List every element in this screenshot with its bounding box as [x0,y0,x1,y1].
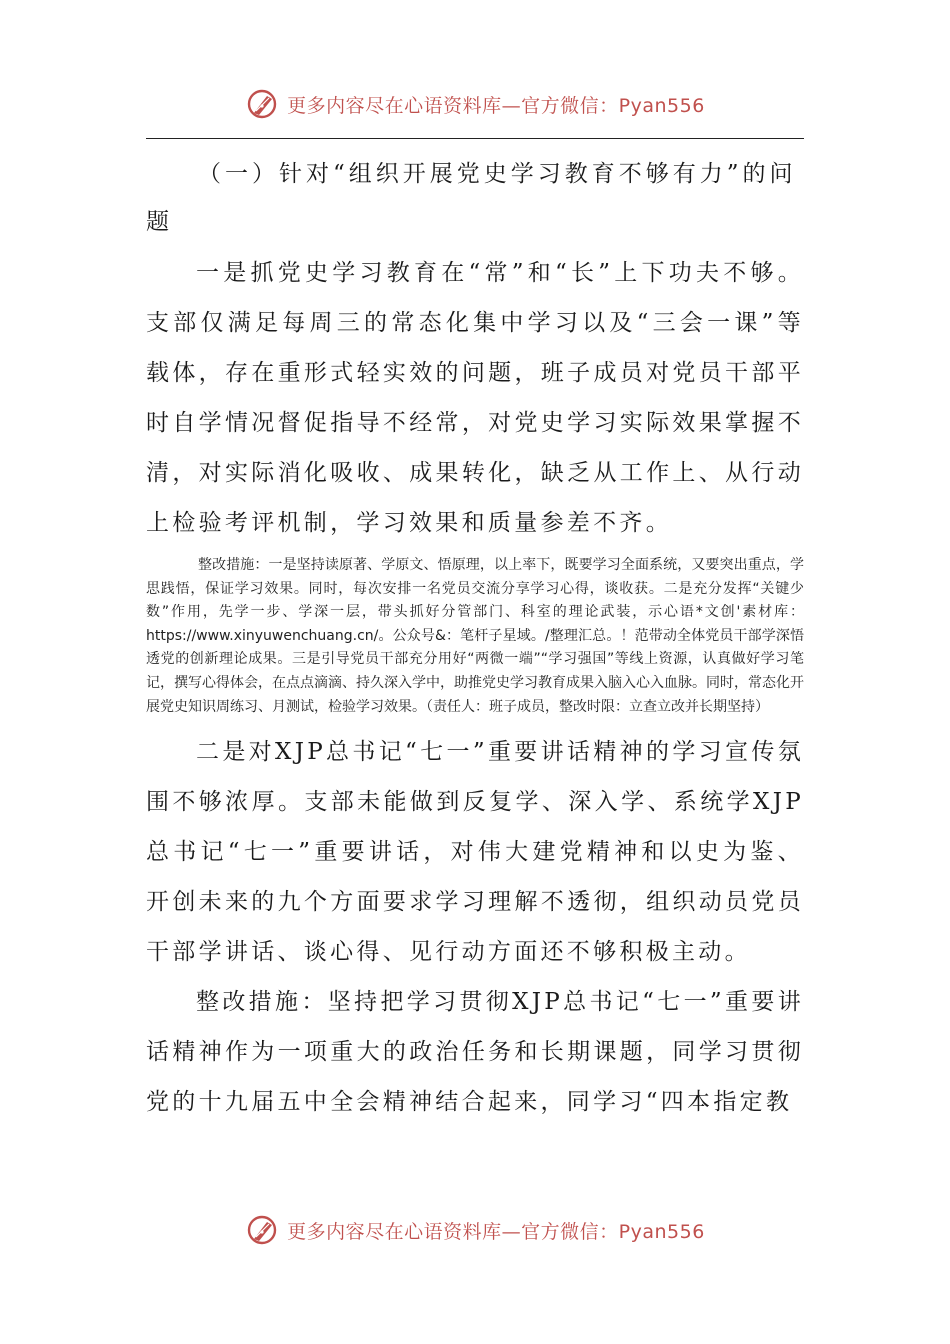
section-heading: （一）针对“组织开展党史学习教育不够有力”的问题 [146,161,797,235]
banner-text [287,1217,705,1244]
wechat-id: Pyan556 [618,1220,705,1243]
paragraph-measures-1: 整改措施：一是坚持读原著、学原文、悟原理，以上率下，既要学习全面系统，又要突出重点，学思践悟，保证学习效果。同时，每次安排一名党员交流分享学习心得，谈收获。二是充分发挥“关键少数”作用，先学一步、学深一层，带头抓好分管部门、科室的理论武装，示心语*文创'素材库：https://www.xinyuwenchuang.cn/。公众号&：笔杆子星域。/整理汇总。！范带动全体党员干部学深悟透党的创新理论成果。三是引导党员干部充分用好“两微一端”“学习强国”等线上资源，认真做好学习笔记，撰写心得体会，在点点滴滴、持久深入学中，助推党史学习教育成果入脑入心入血脉。同时，常态化开展党史知识周练习、月测试，检验学习效果。（责任人：班子成员，整改时限：立查立改并长期坚持） [146,557,804,715]
banner-title: 更多内容尽在心语资料库—官方微信： [287,94,619,117]
paragraph-problem-1: 一是抓党史学习教育在“常”和“长”上下功夫不够。支部仅满足每周三的常态化集中学习以及“三会一课”等载体，存在重形式轻实效的问题，班子成员对党员干部平时自学情况督促指导不经常，对党史学习实际效果掌握不清，对实际消化吸收、成果转化，缺乏从工作上、从行动上检验考评机制，学习效果和质量参差不齐。 [146,260,804,536]
banner-text [287,91,705,118]
paragraph-problem-2: 二是对XJP总书记“七一”重要讲话精神的学习宣传氛围不够浓厚。支部未能做到反复学、深入学、系统学XJP总书记“七一”重要讲话，对伟大建党精神和以史为鉴、开创未来的九个方面要求学习理解不透彻，组织动员党员干部学讲话、谈心得、见行动方面还不够积极主动。 [146,739,804,966]
pen-nib-logo-icon [245,87,279,121]
header-banner [0,84,950,124]
pen-nib-logo-icon [245,1213,279,1247]
wechat-id: Pyan556 [618,94,705,117]
paragraph-measures-2: 整改措施：坚持把学习贯彻XJP总书记“七一”重要讲话精神作为一项重大的政治任务和长期课题，同学习贯彻党的十九届五中全会精神结合起来，同学习“四本指定教 [146,989,804,1116]
document-body [146,150,804,1127]
header-divider [146,138,804,139]
footer-banner [0,1210,950,1250]
banner-title: 更多内容尽在心语资料库—官方微信： [287,1220,619,1243]
